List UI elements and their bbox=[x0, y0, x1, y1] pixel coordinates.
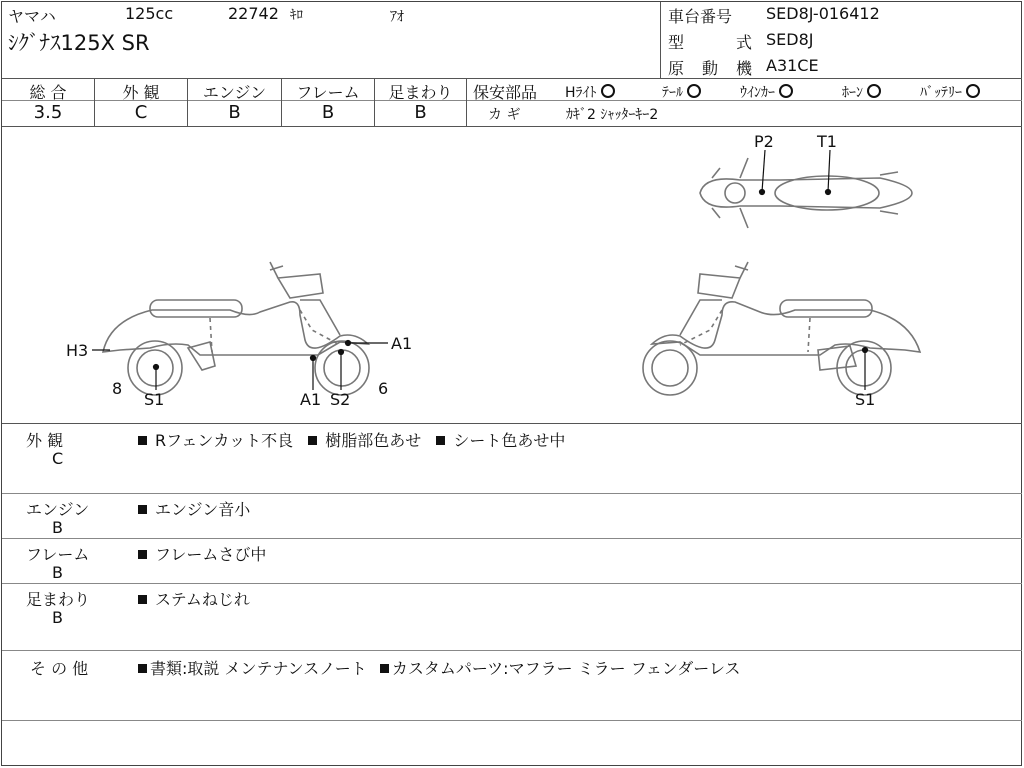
comment-grade-engine: B bbox=[52, 518, 63, 537]
safety-item-label: ｳｲﾝｶｰ bbox=[740, 85, 775, 101]
mileage bbox=[228, 4, 303, 23]
safety-item-headlight bbox=[565, 82, 615, 102]
comment-label-suspension: 足まわり bbox=[26, 590, 91, 609]
key-label: カ ギ bbox=[488, 107, 521, 123]
comment-items-frame bbox=[138, 542, 266, 565]
comment-rule bbox=[2, 538, 1022, 539]
comment-item: Rフェンカット不良 bbox=[155, 431, 294, 450]
safety-item-tail bbox=[662, 82, 701, 102]
marker-label-h3: H3 bbox=[66, 341, 89, 360]
bullet-square-icon bbox=[138, 595, 147, 604]
comment-item: エンジン音小 bbox=[155, 500, 251, 519]
bullet-square-icon bbox=[138, 664, 147, 673]
safety-item-label: ﾃｰﾙ bbox=[662, 85, 683, 101]
safety-item-battery bbox=[920, 82, 980, 102]
comment-items-exterior bbox=[138, 428, 565, 451]
comment-items-engine bbox=[138, 497, 250, 520]
marker-label-a1: A1 bbox=[391, 334, 413, 353]
engine-label-1: 原 bbox=[668, 59, 685, 78]
marker-label-s1: S1 bbox=[144, 390, 165, 409]
ok-circle-icon bbox=[867, 84, 881, 98]
comment-items-other bbox=[138, 656, 741, 679]
suspension-grade-label: 足まわり bbox=[388, 83, 453, 102]
diagram-rule bbox=[2, 423, 1022, 424]
comment-rule bbox=[2, 720, 1022, 721]
comment-grade-exterior: C bbox=[52, 449, 64, 468]
marker-label-6: 6 bbox=[378, 379, 389, 398]
comment-grade-frame: B bbox=[52, 563, 63, 582]
engine-label-3: 機 bbox=[736, 59, 753, 78]
scooter-top-view bbox=[700, 158, 912, 228]
engine-label-2: 動 bbox=[702, 59, 719, 78]
comment-item: シート色あせ中 bbox=[453, 431, 566, 450]
comment-item: ステムねじれ bbox=[155, 590, 250, 609]
type-label-2: 式 bbox=[736, 33, 753, 52]
safety-item-horn bbox=[842, 82, 881, 102]
marker-label-t1: T1 bbox=[817, 132, 837, 151]
exterior-label: 外 観 bbox=[122, 83, 160, 102]
safety-parts-label: 保安部品 bbox=[473, 83, 538, 102]
marker-label-a1: A1 bbox=[300, 390, 322, 409]
safety-item-label: ﾊﾞｯﾃﾘｰ bbox=[920, 85, 962, 101]
grade-divider bbox=[466, 78, 467, 126]
header-divider bbox=[660, 2, 661, 78]
mileage-value: 22742 bbox=[228, 4, 279, 23]
comment-rule bbox=[2, 650, 1022, 651]
suspension-grade: B bbox=[414, 102, 427, 123]
bullet-square-icon bbox=[138, 436, 147, 445]
exterior-grade: C bbox=[134, 102, 148, 123]
bullet-square-icon bbox=[138, 550, 147, 559]
comment-item: カスタムパーツ:マフラー ミラー フェンダーレス bbox=[391, 659, 741, 678]
comment-label-engine: エンジン bbox=[26, 500, 90, 519]
safety-item-label: Hﾗｲﾄ bbox=[565, 85, 597, 101]
ok-circle-icon bbox=[687, 84, 701, 98]
scooter-right-side-view bbox=[643, 262, 920, 395]
ok-circle-icon bbox=[779, 84, 793, 98]
key-value: ｶｷﾞ2 ｼｬｯﾀｰｷｰ2 bbox=[566, 107, 659, 123]
bullet-square-icon bbox=[308, 436, 317, 445]
comment-label-exterior: 外 観 bbox=[26, 431, 64, 450]
comment-rule bbox=[2, 493, 1022, 494]
displacement: 125cc bbox=[125, 4, 174, 23]
comment-label-frame: フレーム bbox=[26, 545, 90, 564]
model-name: ｼｸﾞﾅｽ125X SR bbox=[8, 31, 150, 55]
bullet-square-icon bbox=[380, 664, 389, 673]
comment-items-suspension bbox=[138, 587, 250, 610]
comment-item: 樹脂部色あせ bbox=[325, 431, 422, 450]
engine-grade: B bbox=[228, 102, 241, 123]
comment-label-other: そ の 他 bbox=[30, 659, 89, 678]
bullet-square-icon bbox=[436, 436, 445, 445]
comment-item: フレームさび中 bbox=[155, 545, 267, 564]
comment-item: 書類:取説 メンテナンスノート bbox=[150, 659, 367, 678]
comment-grade-suspension: B bbox=[52, 608, 63, 627]
type-value: SED8J bbox=[766, 30, 814, 49]
body-color: ｱｵ bbox=[390, 9, 404, 25]
overall-grade: 3.5 bbox=[33, 102, 63, 123]
type-label-1: 型 bbox=[668, 33, 685, 52]
comment-rule bbox=[2, 583, 1022, 584]
marker-label-8: 8 bbox=[112, 379, 123, 398]
frame-no: SED8J-016412 bbox=[766, 4, 880, 23]
ok-circle-icon bbox=[601, 84, 615, 98]
frame-no-label: 車台番号 bbox=[668, 7, 733, 26]
engine-grade-label: エンジン bbox=[202, 83, 267, 102]
engine-model: A31CE bbox=[766, 56, 819, 75]
mileage-unit: ｷﾛ bbox=[290, 8, 303, 23]
overall-label: 総 合 bbox=[29, 83, 67, 102]
marker-label-s2: S2 bbox=[330, 390, 351, 409]
marker-label-p2: P2 bbox=[754, 132, 774, 151]
scooter-left-side-view bbox=[103, 262, 369, 395]
safety-item-label: ﾎｰﾝ bbox=[842, 85, 863, 101]
ok-circle-icon bbox=[966, 84, 980, 98]
marker-label-s1: S1 bbox=[855, 390, 876, 409]
maker: ヤマハ bbox=[8, 7, 56, 26]
bullet-square-icon bbox=[138, 505, 147, 514]
damage-diagram bbox=[0, 127, 1024, 423]
header-rule bbox=[2, 78, 1022, 79]
frame-grade: B bbox=[321, 102, 335, 123]
safety-item-winker bbox=[740, 82, 793, 102]
frame-grade-label: フレーム bbox=[296, 83, 360, 102]
